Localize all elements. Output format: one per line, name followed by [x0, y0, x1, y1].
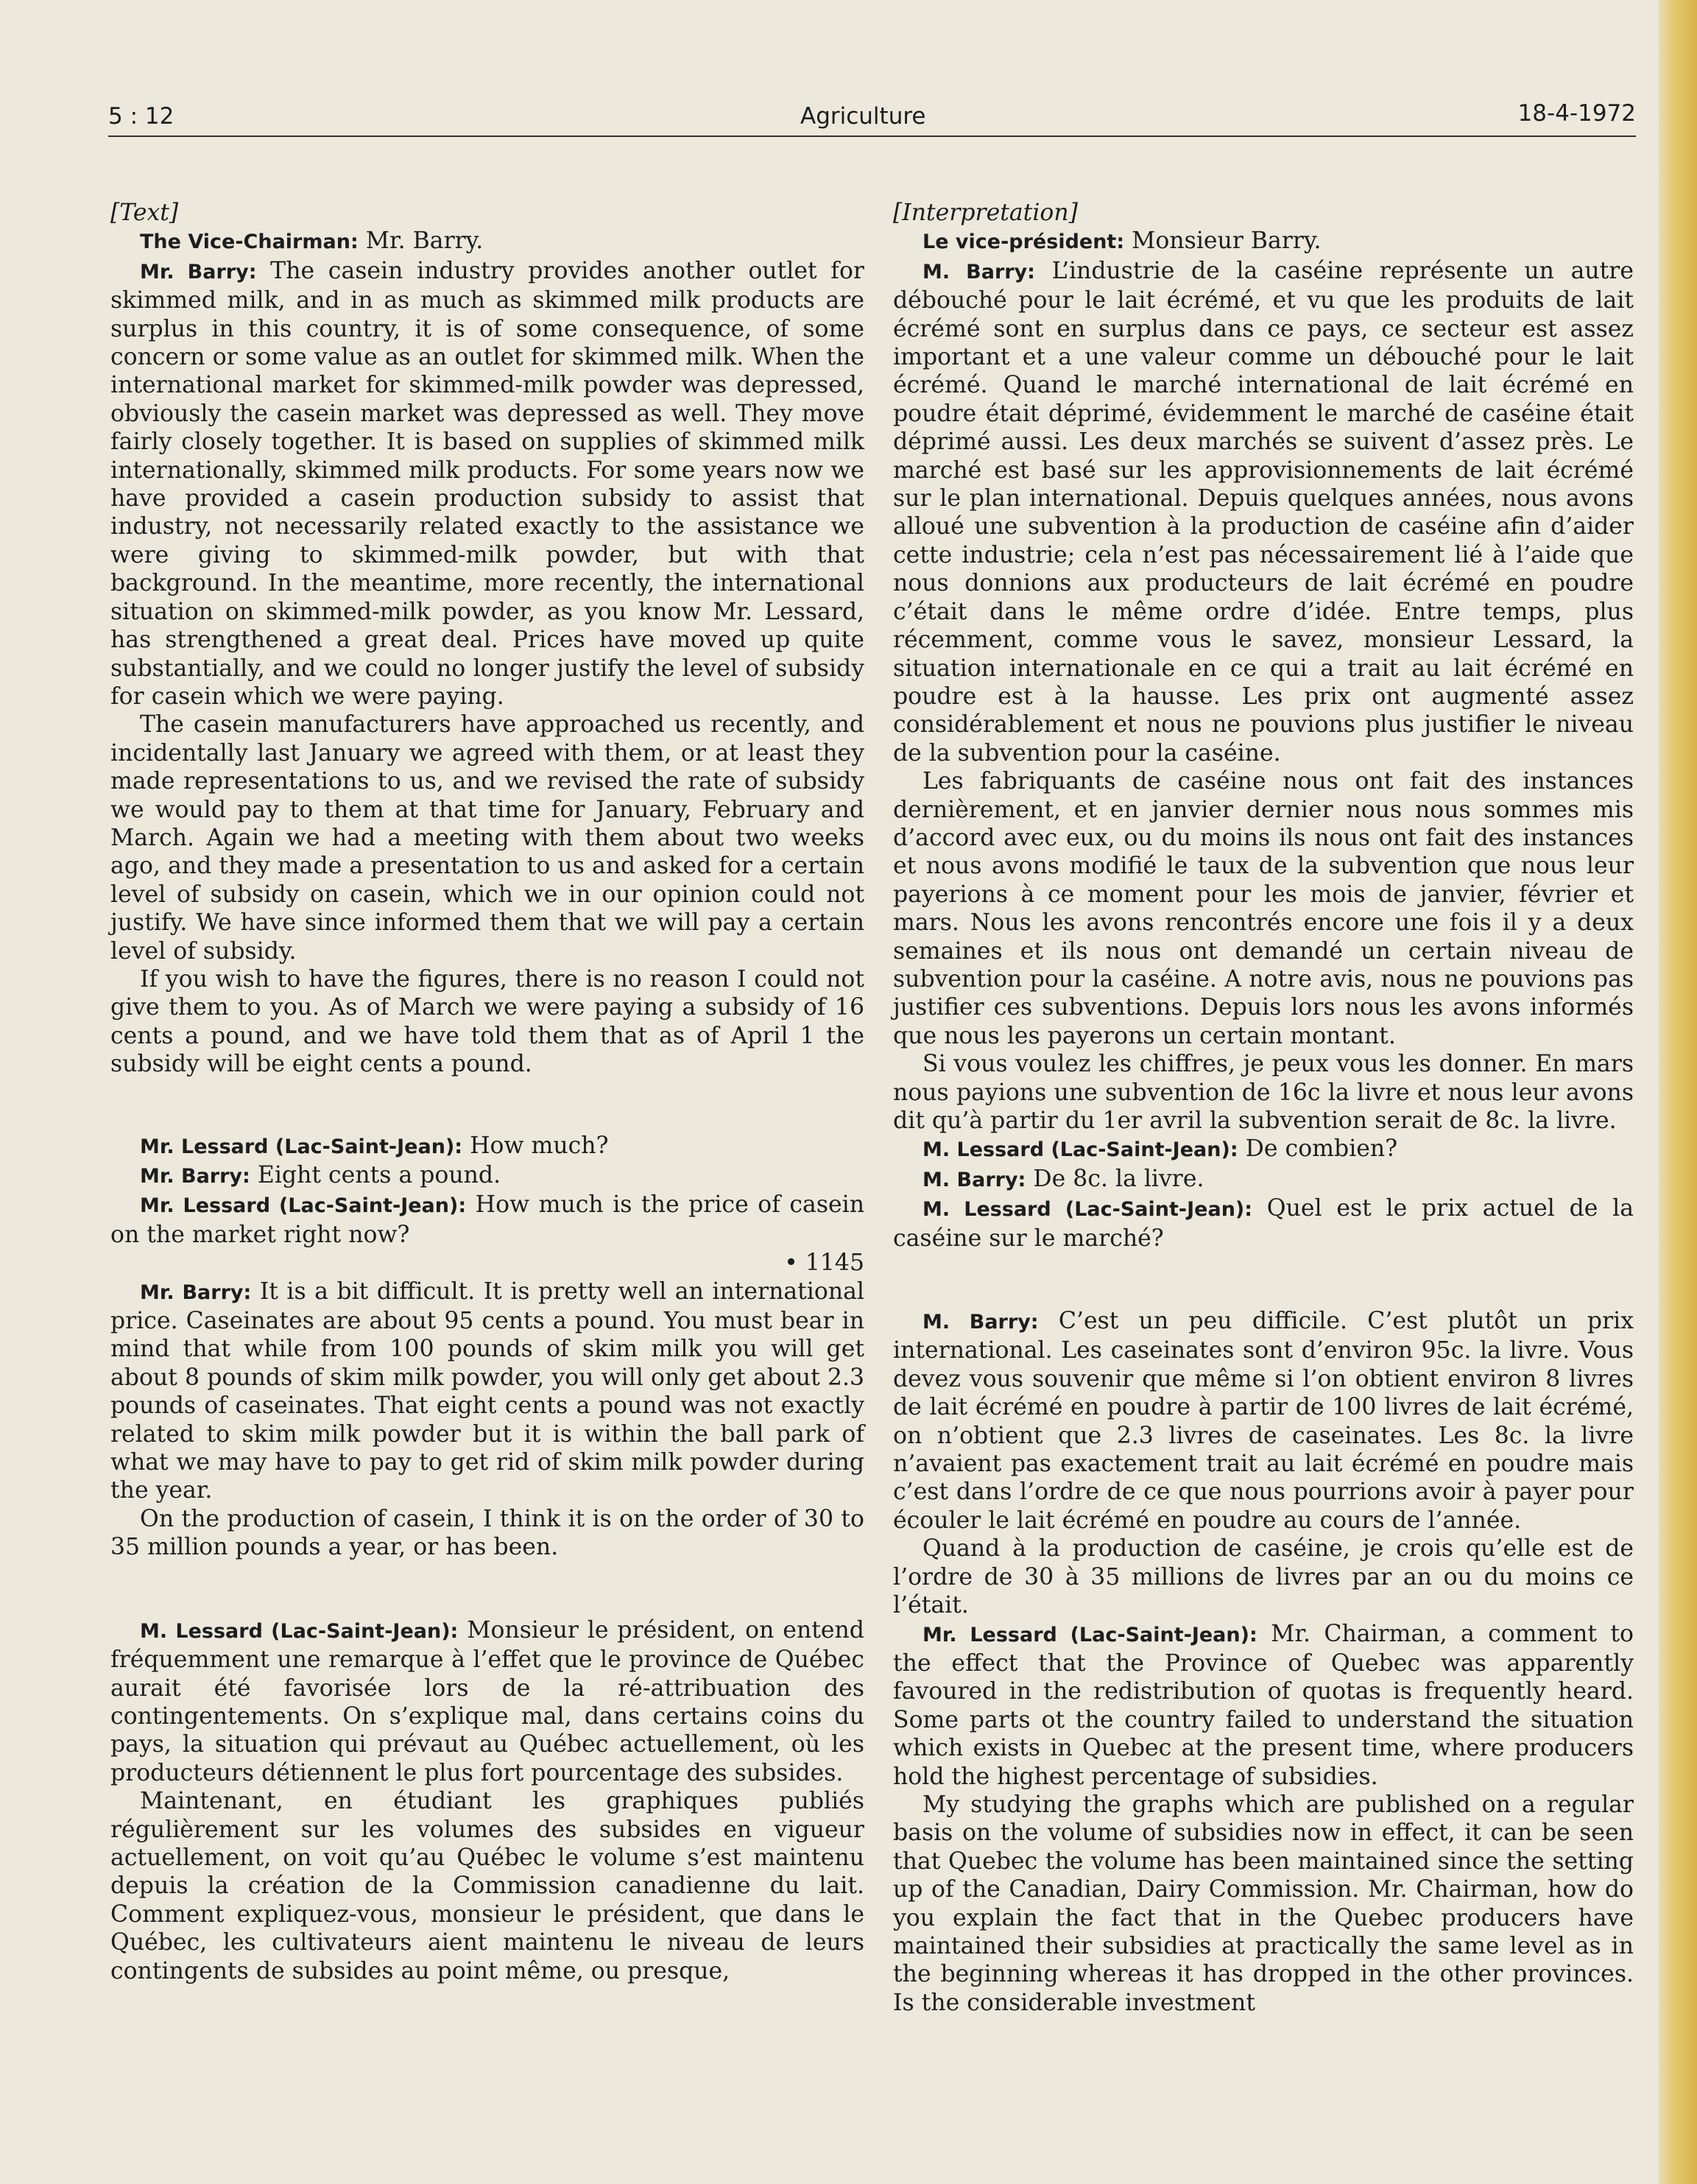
- english-column: [110, 199, 864, 1985]
- speech-text: Monsieur Barry.: [1124, 228, 1322, 255]
- speaker-label: Mr. Lessard (Lac-Saint-Jean):: [922, 1623, 1257, 1646]
- paragraph: [893, 1165, 1634, 1194]
- speech-text: Mr. Chairman, a comment to the effect that the Province of Quebec was apparently favoured in the redistribution of quotas is frequently heard. Some parts ot the country failed to understand the situation which exists in Quebec at the present time, where producers hold the highest percentage of subsidies.: [893, 1620, 1634, 1790]
- speaker-label: Mr. Barry:: [140, 1165, 250, 1188]
- paragraph: Maintenant, en étudiant les graphiques publiés régulièrement sur les volumes des subsides en vigueur actuellement, on voit qu’au Québec le volume s’est maintenu depuis la création de la Commission canadienne du lait. Comment expliquez-vous, monsieur le président, que dans le Québec, les cultivateurs aient maintenu le niveau de leurs contingents de subsides au point même, ou presque,: [110, 1788, 864, 1984]
- speech-text: L’industrie de la caséine représente un autre débouché pour le lait écrémé, et vu que les produits de lait écrémé sont en surplus dans ce pays, ce secteur est assez important et a une valeur comme un débouché pour le lait écrémé. Quand le marché international de lait écrémé en poudre était déprimé, évidemment le marché de caséine était déprimé aussi. Les deux marchés se suivent d’assez près. Le marché est basé sur les approvisionnements de lait écrémé sur le plan international. Depuis quelques années, nous avons alloué une subvention à la production de caséine afin d’aider cette industrie; cela n’est pas nécessairement lié à l’aide que nous donnions aux producteurs de lait écrémé en poudre c’était dans le même ordre d’idée. Entre temps, plus récemment, comme vous le savez, monsieur Lessard, la situation internationale en ce qui a trait au lait écrémé en poudre est à la hausse. Les prix ont augmenté assez considérablement et nous ne pouvions plus justifier le niveau de la subvention pour la caséine.: [893, 257, 1634, 767]
- paragraph: [110, 1616, 864, 1787]
- paragraph: My studying the graphs which are published on a regular basis on the volume of subsidies now in effect, it can be seen that Quebec the volume has been maintained since the setting up of the Canadian, Dairy Commission. Mr. Chairman, how do you explain the fact that in the Quebec producers have maintained their subsidies at practically the same level as in the beginning whereas it has dropped in the other provinces. Is the considerable investment: [893, 1791, 1634, 2016]
- paragraph: Quand à la production de caséine, je crois qu’elle est de l’ordre de 30 à 35 millions de livres par an ou du moins ce l’était.: [893, 1535, 1634, 1619]
- paragraph: [110, 1132, 864, 1161]
- paragraph: [893, 1135, 1634, 1164]
- speech-text: C’est un peu difficile. C’est plutôt un prix international. Les caseinates sont d’environ 95c. la livre. Vous devez vous souvenir que même si l’on obtient environ 8 livres de lait écrémé en poudre à partir de 100 livres de lait écrémé, on n’obtient que 2.3 livres de caseinates. Les 8c. la livre n’avaient pas exactement trait au lait écrémé en poudre mais c’est dans l’ordre de ce que nous pourrions avoir à payer pour écouler le lait écrémé en poudre au cours de l’année.: [893, 1308, 1634, 1534]
- speaker-label: Le vice-président:: [922, 230, 1125, 254]
- speech-text: It is a bit difficult. It is pretty well an international price. Caseinates are about 95 cents a pound. You must bear in mind that while from 100 pounds of skim milk you will get about 8 pounds of skim milk powder, you will only get about 2.3 pounds of caseinates. That eight cents a pound was not exactly related to skim milk powder but it is within the ball park of what we may have to pay to get rid of skim milk powder during the year.: [110, 1278, 864, 1504]
- speech-text: The casein industry provides another outlet for skimmed milk, and in as much as skimmed milk products are surplus in this country, it is of some consequence, of some concern or some value as an outlet for skimmed milk. When the international market for skimmed-milk powder was depressed, obviously the casein market was depressed as well. They move fairly closely together. It is based on supplies of skimmed milk internationally, skimmed milk products. For some years now we have provided a casein production subsidy to assist that industry, not necessarily related exactly to the assistance we were giving to skimmed-milk powder, but with that background. In the meantime, more recently, the international situation on skimmed-milk powder, as you know Mr. Lessard, has strengthened a great deal. Prices have moved up quite substantially, and we could no longer justify the level of subsidy for casein which we were paying.: [110, 257, 864, 710]
- paragraph: [893, 1194, 1634, 1253]
- paragraph: Si vous voulez les chiffres, je peux vous les donner. En mars nous payions une subvention de 16c la livre et nous leur avons dit qu’à partir du 1er avril la subvention serait de 8c. la livre.: [893, 1051, 1634, 1134]
- paragraph: [110, 1191, 864, 1249]
- paragraph: [893, 1620, 1634, 1791]
- paragraph: [110, 227, 864, 256]
- speech-text: De combien?: [1238, 1135, 1398, 1163]
- page-number: 5 : 12: [108, 103, 174, 130]
- paragraph: [110, 257, 864, 711]
- paragraph: Les fabriquants de caséine nous ont fait des instances dernièrement, et en janvier dernier nous nous sommes mis d’accord avec eux, ou du moins ils nous ont fait des instances et nous avons modifié le taux de la subvention que nous leur payerions à ce moment pour les mois de janvier, février et mars. Nous les avons rencontrés encore une fois il y a deux semaines et ils nous ont demandé un certain niveau de subvention pour la caséine. A notre avis, nous ne pouvions pas justifier ces subventions. Depuis lors nous les avons informés que nous les payerons un certain montant.: [893, 768, 1634, 1049]
- speaker-label: Mr. Barry:: [140, 1281, 252, 1304]
- page-date: 18-4-1972: [1517, 100, 1636, 127]
- speech-text: Monsieur le président, on entend fréquemment une remarque à l’effet que le province de Québec aurait été favorisée lors de la ré-attribuation des contingentements. On s’explique mal, dans certains coins du pays, la situation qui prévaut au Québec actuellement, où les producteurs détiennent le plus fort pourcentage des subsides.: [110, 1616, 864, 1786]
- section-heading: [Text]: [110, 200, 179, 226]
- paragraph: On the production of casein, I think it is on the order of 30 to 35 million pounds a year, or has been.: [110, 1505, 864, 1561]
- paragraph: [893, 257, 1634, 767]
- section-heading: [Interpretation]: [893, 200, 1078, 226]
- speaker-label: M. Lessard (Lac-Saint-Jean):: [922, 1138, 1238, 1162]
- speech-text: Quel est le prix actuel de la caséine sur le marché?: [893, 1195, 1634, 1252]
- page-edge: [1659, 0, 1697, 2184]
- speaker-label: M. Barry:: [922, 1168, 1026, 1191]
- paragraph: [893, 227, 1634, 256]
- speaker-label: M. Barry:: [922, 1311, 1039, 1334]
- speech-text: How much?: [462, 1132, 609, 1159]
- speaker-label: The Vice-Chairman:: [140, 230, 359, 254]
- time-marker: • 1145: [784, 1250, 864, 1277]
- speech-text: Eight cents a pound.: [250, 1162, 501, 1188]
- speech-text: De 8c. la livre.: [1026, 1165, 1204, 1192]
- speaker-label: M. Barry:: [922, 260, 1035, 283]
- speaker-label: Mr. Lessard (Lac-Saint-Jean):: [140, 1135, 463, 1158]
- speaker-label: M. Lessard (Lac-Saint-Jean):: [140, 1619, 459, 1643]
- speech-text: How much is the price of casein on the market right now?: [110, 1191, 865, 1248]
- running-title: Agriculture: [800, 103, 926, 130]
- paragraph: [110, 1278, 864, 1505]
- page-header: [108, 100, 1636, 137]
- speech-text: Mr. Barry.: [358, 228, 484, 255]
- speaker-label: Mr. Lessard (Lac-Saint-Jean):: [140, 1194, 467, 1218]
- paragraph: [893, 1307, 1634, 1535]
- speaker-label: M. Lessard (Lac-Saint-Jean):: [922, 1198, 1253, 1222]
- paragraph: [110, 1161, 864, 1191]
- paragraph: If you wish to have the figures, there is no reason I could not give them to you. As of March we were paying a subsidy of 16 cents a pound, and we have told them that as of April 1 the subsidy will be eight cents a pound.: [110, 965, 864, 1078]
- speaker-label: Mr. Barry:: [140, 260, 257, 283]
- paragraph: The casein manufacturers have approached us recently, and incidentally last January we agreed with them, or at least they made representations to us, and we revised the rate of subsidy we would pay to them at that time for January, February and March. Again we had a meeting with them about two weeks ago, and they made a presentation to us and asked for a certain level of subsidy on casein, which we in our opinion could not justify. We have since informed them that we will pay a certain level of subsidy.: [110, 711, 864, 965]
- french-column: [893, 199, 1634, 2017]
